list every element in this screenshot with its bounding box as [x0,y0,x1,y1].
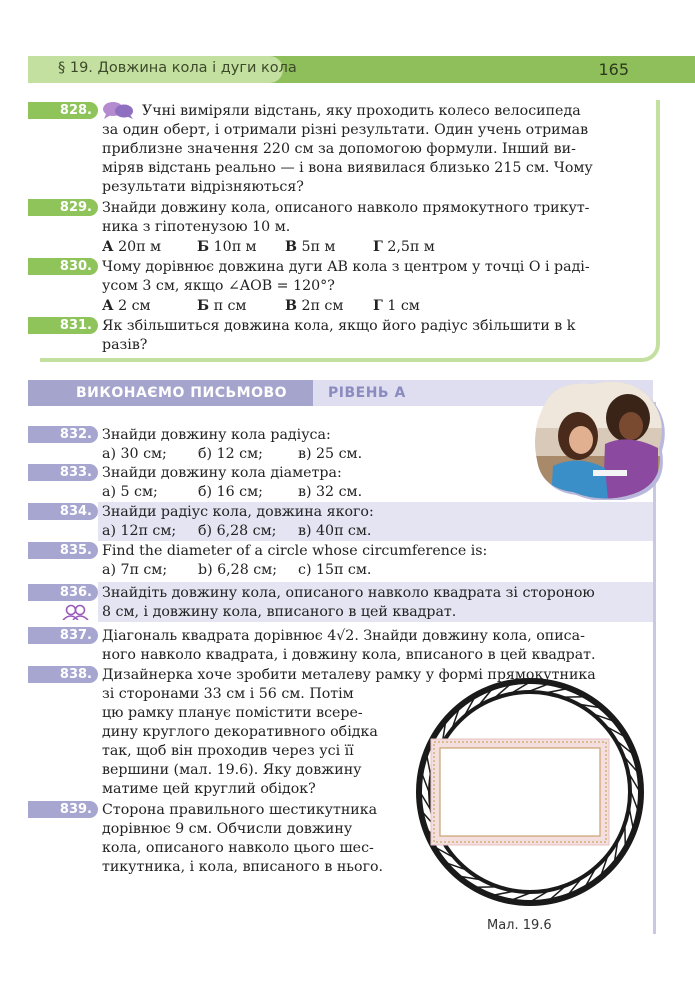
problem-832-text: Знайди довжину кола радіуса: [102,427,331,443]
answer-value: 2π см [301,298,344,314]
answer-letter: Б [197,239,210,255]
ornament-stroke [630,810,634,830]
option-c: в) 32 см. [298,484,363,500]
option-b: б) 16 см; [198,484,263,500]
answer-letter: А [102,298,114,314]
ornament-stroke [511,893,530,900]
ornament-stroke [422,773,429,792]
problem-number-831: 831. [28,317,98,334]
ornament-stroke [548,689,568,693]
problem-838-line-3: цю рамку планує помістити всере- [102,705,363,721]
problem-number-833: 833. [28,464,98,481]
band-written-label: ВИКОНАЄМО ПИСЬМОВО [76,385,288,401]
problem-number-834: 834. [28,503,98,520]
answer-letter: Б [197,298,210,314]
answer-value: 2 см [118,298,151,314]
option-a: а) 30 см; [102,446,167,462]
band-level-label: РІВЕНЬ А [328,385,406,401]
problem-839-line-1: Сторона правильного шестикутника [102,802,378,818]
option-b: б) 6,28 см; [198,523,277,539]
problem-829-line-1: Знайди довжину кола, описаного навколо прямокутного трикут- [102,200,590,216]
problem-828-line-3: приблизне значення 220 см за допомогою формули. Інший ви- [102,141,576,157]
pair-work-icon [62,604,90,620]
problem-830-answers [102,297,420,316]
answer-value: 10π м [213,239,257,255]
problem-828-line-1: Учні виміряли відстань, яку проходить колесо велосипеда [142,103,581,119]
problem-836-line-1: Знайдіть довжину кола, описаного навколо квадрата зі стороною [102,585,595,601]
problem-number-839: 839. [28,801,98,818]
problem-831-line-1: Як збільшиться довжина кола, якщо його радіус збільшити в k [102,318,576,334]
problem-835-text: Find the diameter of a circle whose circumference is: [102,543,488,559]
problem-number-836: 836. [28,584,98,601]
problem-number-835: 835. [28,542,98,559]
problem-832-options [102,445,362,464]
option-c: в) 40π см. [298,523,372,539]
answer-letter: А [102,239,114,255]
problem-830-line-2: усом 3 см, якщо ∠AOB = 120°? [102,278,335,294]
answer-letter: В [285,239,297,255]
answer-letter: Г [373,298,383,314]
problem-837-line-1: Діагональ квадрата дорівнює 4√2. Знайди довжину кола, описа- [102,628,585,644]
frame-window [440,748,600,836]
problem-834-options [102,522,371,541]
problem-838-line-6: вершини (мал. 19.6). Яку довжину [102,762,362,778]
option-a: а) 12π см; [102,523,177,539]
section-title: § 19. Довжина кола і дуги кола [58,60,297,76]
problem-839-line-4: тикутника, і кола, вписаного в нього. [102,859,384,875]
problem-837-line-2: ного навколо квадрата, і довжину кола, вписаного в цей квадрат. [102,647,596,663]
problem-838-line-1: Дизайнерка хоче зробити металеву рамку у формі прямокутника [102,667,596,683]
problem-836-line-2: 8 см, і довжину кола, вписаного в цей квадрат. [102,604,457,620]
option-a: a) 7π см; [102,562,168,578]
option-a: а) 5 см; [102,484,158,500]
section-tab [28,56,297,83]
problem-number-837: 837. [28,627,98,644]
problem-838-line-2: зі сторонами 33 см і 56 см. Потім [102,686,354,702]
option-b: б) 12 см; [198,446,263,462]
answer-value: 1 см [387,298,420,314]
answer-value: π см [213,298,247,314]
answer-letter: Г [373,239,383,255]
option-c: в) 25 см. [298,446,363,462]
ornament-stroke [427,754,431,774]
answer-value: 20π м [118,239,162,255]
answer-value: 2,5π м [387,239,435,255]
problem-838-line-7: матиме цей круглий обідок? [102,781,316,797]
problem-833-text: Знайди довжину кола діаметра: [102,465,342,481]
problem-number-828: 828. [28,102,98,119]
page-header [28,56,695,83]
discussion-bubbles-icon [101,101,135,119]
problem-number-830: 830. [28,258,98,275]
problem-number-838: 838. [28,666,98,683]
problem-834-text: Знайди радіус кола, довжина якого: [102,504,374,520]
problem-831-line-2: разів? [102,337,148,353]
problem-828-line-2: за один оберт, і отримали різні результати. Один учень отримав [102,122,589,138]
problem-830-line-1: Чому дорівнює довжина дуги AB кола з центром у точці O і раді- [102,259,590,275]
problem-833-options [102,483,362,502]
problem-829-answers [102,238,435,257]
problem-835-options [102,561,371,580]
students-photo [533,378,665,500]
option-c: c) 15π см. [298,562,372,578]
problem-829-line-2: ника з гіпотенузою 10 м. [102,219,291,235]
figure-circle-rectangle [410,672,650,912]
page-number: 165 [598,60,629,79]
figure-caption: Мал. 19.6 [487,918,552,933]
answer-letter: В [285,298,297,314]
ornament-stroke [631,792,638,811]
ornament-stroke [530,684,549,691]
problem-839-line-2: дорівнює 9 см. Обчисли довжину [102,821,353,837]
problem-838-line-5: так, щоб він проходив через усі її [102,743,354,759]
problem-number-829: 829. [28,199,98,216]
ornament-stroke [492,892,512,896]
problem-828-line-4: міряв відстань реально — і вона виявилася близько 215 см. Чому [102,160,593,176]
problem-number-832: 832. [28,426,98,443]
problem-828-line-5: результати відрізняються? [102,179,304,195]
problem-839-line-3: кола, описаного навколо цього шес- [102,840,374,856]
problem-838-line-4: дину круглого декоративного обідка [102,724,378,740]
option-b: b) 6,28 см; [198,562,277,578]
answer-value: 5π м [301,239,336,255]
